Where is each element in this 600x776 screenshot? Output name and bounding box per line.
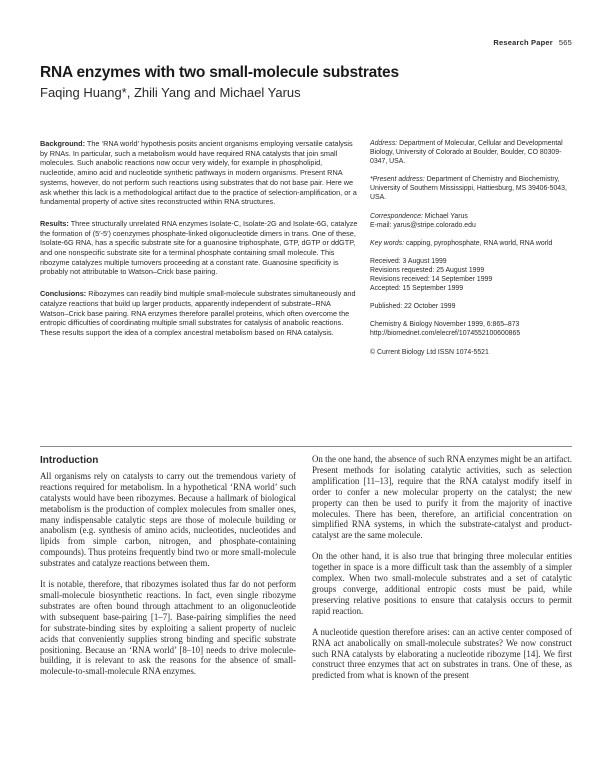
- abstract-conclusions-text: Ribozymes can readily bind multiple small-molecule substrates simultaneously and catalyze reactions that build up larger products, apparently independent of substrate–RNA Watson–Crick base pairing. RNA enzymes therefore parallel proteins, which often overcome the entropic difficulties of coordinating multiple small substrates for catalysis of anabolic reactions. These results support the idea of a complex ancestral metabolism based on RNA catalysis.: [40, 289, 356, 337]
- address-text: Department of Molecular, Cellular and Developmental Biology, University of Colorado at Boulder, Boulder, CO 80309-0347, USA.: [370, 140, 563, 166]
- dates-block: [370, 257, 574, 293]
- published-date: Published: 22 October 1999: [370, 303, 456, 311]
- received-date: Received: 3 August 1999: [370, 257, 447, 265]
- journal-section: Research Paper: [493, 38, 553, 47]
- abstract: [40, 139, 358, 350]
- revisions-requested-date: Revisions requested: 25 August 1999: [370, 266, 485, 274]
- correspondence-email[interactable]: E-mail: yarus@stripe.colorado.edu: [370, 221, 476, 229]
- present-address-block: [370, 175, 574, 202]
- intro-paragraph: On the other hand, it is also true that bringing three molecular entities together in space is a more difficult task than the assembly of a simpler complex. When two small-molecule substrates and a set of catalytic groups converge, additional entropic costs must be paid, while preserving relative positions to ensure that catalysis occurs to permit rapid reaction.: [312, 551, 572, 616]
- copyright-text: © Current Biology Ltd ISSN 1074-5521: [370, 348, 489, 356]
- abstract-background-label: Background:: [40, 139, 85, 148]
- correspondence-block: [370, 212, 574, 230]
- citation-block: [370, 320, 574, 338]
- author-list: Faqing Huang*, Zhili Yang and Michael Yarus: [40, 85, 301, 100]
- body-column-right: [312, 454, 572, 691]
- correspondence-label: Correspondence:: [370, 212, 423, 220]
- address-label: Address:: [370, 140, 398, 147]
- section-divider: [40, 446, 572, 447]
- keywords-label: Key words:: [370, 239, 405, 247]
- abstract-results: [40, 219, 358, 277]
- accepted-date: Accepted: 15 September 1999: [370, 285, 464, 293]
- article-info-sidebar: [370, 139, 574, 366]
- body-column-left: [40, 456, 296, 687]
- abstract-conclusions-label: Conclusions:: [40, 289, 87, 299]
- revisions-received-date: Revisions received: 14 September 1999: [370, 276, 493, 284]
- keywords-block: [370, 239, 574, 248]
- present-address-label: *Present address:: [370, 176, 425, 184]
- abstract-background: [40, 139, 358, 207]
- address-block: [370, 139, 574, 166]
- abstract-results-label: Results:: [40, 218, 69, 228]
- article-title: RNA enzymes with two small-molecule substrates: [40, 64, 399, 81]
- correspondence-name: Michael Yarus: [424, 212, 468, 220]
- abstract-background-text: The ‘RNA world’ hypothesis posits ancient organisms employing versatile catalysis by RNAs. In particular, such a metabolism would have required RNA catalysts that join small molecules. Such anabolic reactions now occur very widely, for example in phospholipid, nucleotide, amino acid and nucleotide synthetic pathways in modern organisms. Present RNA systems, however, do not perform such reactions using substrates that do not base pair. Here we ask whether this lack is a methodological artifact due to the practice of selection-amplification, or a fundamental property of active sites reconstructed within RNA structures.: [40, 139, 357, 207]
- abstract-conclusions: [40, 289, 358, 338]
- intro-paragraph: All organisms rely on catalysts to carry out the tremendous variety of reactions required for metabolism. In a hypothetical ‘RNA world’ such catalysts would have been ribozymes. Because a hallmark of biological metabolism is the production of complex molecules from smaller ones, many indispensable catalytic steps are those of molecule building or anabolism (e.g. synthesis of amino acids, nucleotides, nucleotides and lipids from simple carbon, nitrogen, and phosphate-containing compounds). Thus proteins frequently bind two or more small-molecule substrates and catalyze reactions between them.: [40, 470, 296, 569]
- page-number: 565: [558, 38, 572, 47]
- citation-text: Chemistry & Biology November 1999, 6:865–873: [370, 321, 520, 329]
- abstract-results-text: Three structurally unrelated RNA enzymes Isolate-C, Isolate-2G and Isolate-6G, catalyze the formation of (5′-5′) coenzymes phosphate-linked oligonucleotide dimers in trans. One of these, Isolate-6G RNA, has a specific substrate site for a guanosine triphosphate, GTP, dGTP or ddGTP, and one nonspecific substrate site for a terminal phosphate containing small molecule. This ribozyme catalyzes multiple turnovers proceeding at a constant rate. Guanosine specificity is probably not attributable to Watson–Crick base pairing.: [40, 218, 358, 277]
- intro-paragraph: It is notable, therefore, that ribozymes isolated thus far do not perform small-molecule biosynthetic reactions. In fact, even single ribozyme substrates are often bound through attachment to an oligonucleotide with subsequent base-pairing [1–7]. Base-pairing simplifies the need for substrate-binding sites by exploiting a salient property of nucleic acids that conveniently supplies strong binding and specific substrate positioning. Because an ‘RNA world’ [8–10] needs to drive molecule-building, it is relevant to ask the reasons for the absence of small-molecule-to-small-molecule RNA enzymes.: [40, 579, 296, 677]
- running-header: [40, 38, 572, 47]
- introduction-heading: Introduction: [40, 455, 99, 466]
- article-url[interactable]: http://biomednet.com/elecref/1074552100600865: [370, 330, 521, 338]
- intro-paragraph: A nucleotide question therefore arises: can an active center composed of RNA act anabolically on small-molecule substrates? We now construct such RNA catalysts by elaborating a nucleotide ribozyme [14]. We first construct three enzymes that act on substrates in trans. One of these, as predicted from what is known of the present: [312, 626, 572, 681]
- present-address-text: Department of Chemistry and Biochemistry, University of Southern Mississippi, Hattiesburg, MS 39406-5043, USA.: [370, 176, 567, 202]
- keywords-text: capping, pyrophosphate, RNA world, RNA world: [406, 239, 553, 247]
- intro-paragraph: On the one hand, the absence of such RNA enzymes might be an artifact. Present methods for isolating catalytic activities, such as selection amplification [11–13], require that the RNA catalyst modify itself in order to confer a new molecular property on the catalyst; the new property can then be used to purify it from the majority of inactive molecules. There has been, therefore, an artificial concentration on simplified RNA systems, in which the substrate-catalyst and product-catalyst are the same molecule.: [312, 454, 572, 541]
